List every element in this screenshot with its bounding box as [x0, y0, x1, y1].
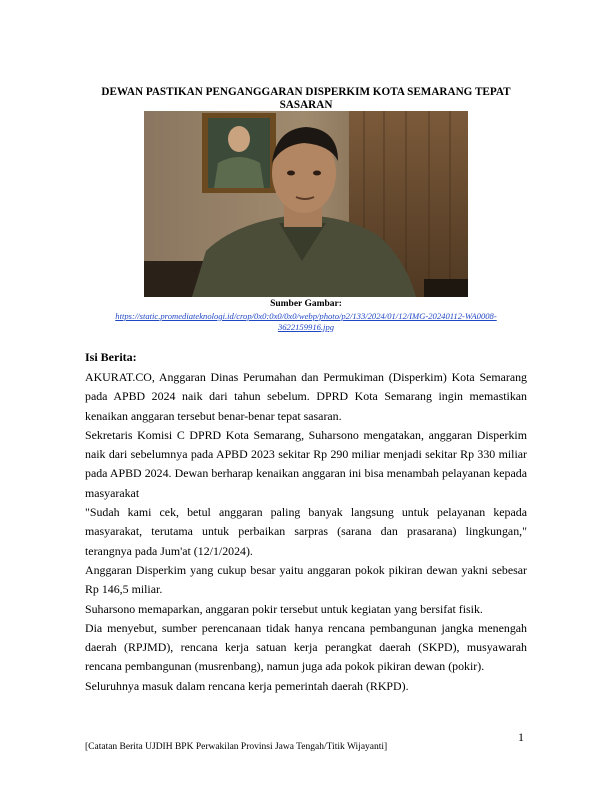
- paragraph: Seluruhnya masuk dalam rencana kerja pemerintah daerah (RKPD).: [85, 678, 409, 693]
- article-title: DEWAN PASTIKAN PENGANGGARAN DISPERKIM KOTA SEMARANG TEPAT SASARAN: [101, 86, 511, 111]
- news-photo: [144, 111, 468, 297]
- article-body: [85, 368, 527, 696]
- image-caption-label: Sumber Gambar:: [270, 299, 342, 309]
- paragraph: AKURAT.CO, Anggaran Dinas Perumahan dan Permukiman (Disperkim) Kota Semarang pada APBD 2024 naik dari tahun sebelum. DPRD Kota Semarang ingin memastikan kenaikan anggaran tersebut benar-benar tepat sasaran.: [85, 370, 527, 423]
- image-source-link[interactable]: https://static.promediateknologi.id/crop/0x0:0x0/0x0/webp/photo/p2/133/2024/01/12/IMG-20240112-WA0008-3622159916.jpg: [115, 311, 497, 332]
- paragraph: "Sudah kami cek, betul anggaran paling banyak langsung untuk pelayanan kepada masyarakat, terutama untuk perbaikan sarpras (sarana dan prasarana) lingkungan," terangnya pada Jum'at (12/1/2024).: [85, 505, 527, 558]
- paragraph: Dia menyebut, sumber perencanaan tidak hanya rencana pembangunan jangka menengah daerah (RPJMD), rencana kerja satuan kerja perangkat daerah (SKPD), musyawarah rencana pembangunan (musrenbang), namun juga ada pokok pikiran dewan (pokir).: [85, 620, 527, 674]
- section-heading: Isi Berita:: [85, 350, 137, 364]
- page-number: 1: [518, 730, 524, 744]
- footer-note: [Catatan Berita UJDIH BPK Perwakilan Provinsi Jawa Tengah/Titik Wijayanti]: [85, 742, 388, 752]
- paragraph: Sekretaris Komisi C DPRD Kota Semarang, Suharsono mengatakan, anggaran Disperkim naik dari sebelumnya pada APBD 2023 sekitar Rp 290 miliar menjadi sekitar Rp 330 miliar pada APBD 2024. Dewan berharap kenaikan anggaran ini bisa menambah pelayanan kepada masyarakat: [85, 427, 527, 500]
- paragraph: Anggaran Disperkim yang cukup besar yaitu anggaran pokok pikiran dewan yakni sebesar Rp 146,5 miliar.: [85, 562, 527, 597]
- paragraph: Suharsono memaparkan, anggaran pokir tersebut untuk kegiatan yang bersifat fisik.: [85, 601, 483, 616]
